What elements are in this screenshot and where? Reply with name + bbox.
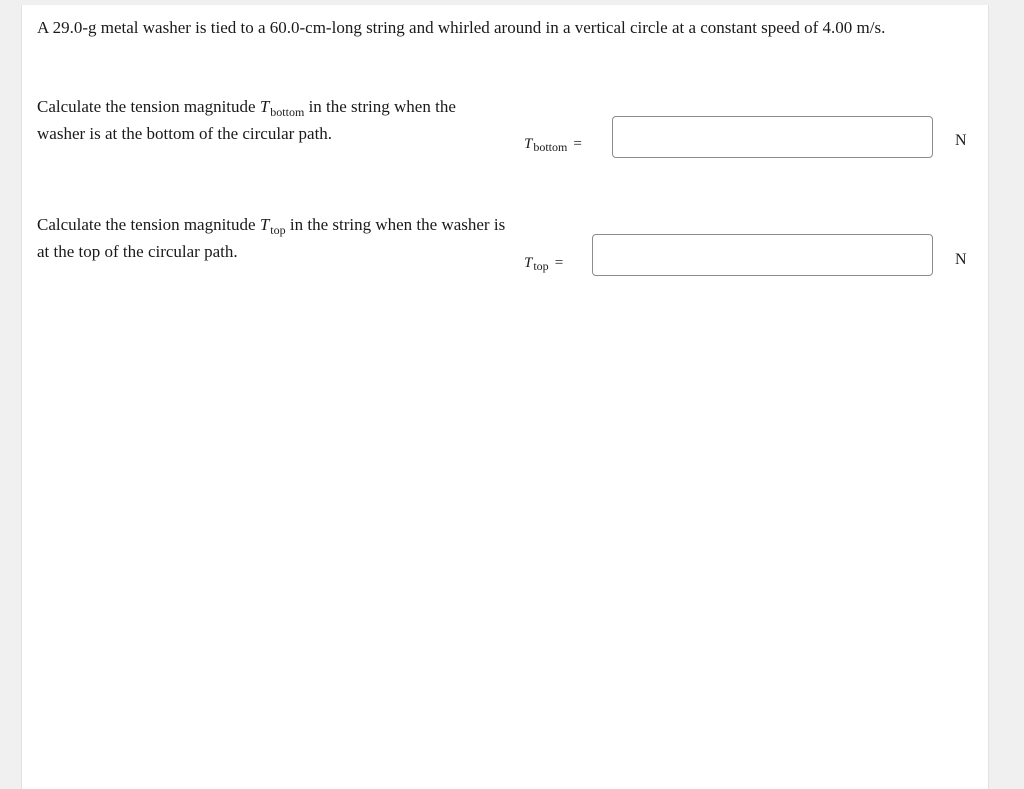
problem-statement: A 29.0-g metal washer is tied to a 60.0-cm-long string and whirled around in a vertical circle at a constant speed of 4.00 m/s.: [37, 18, 886, 37]
question-prefix: Calculate the tension magnitude: [37, 215, 260, 234]
question-bottom-text: [37, 94, 507, 147]
question-card: [21, 5, 989, 789]
tension-symbol: $T_{top}$: [259, 215, 286, 237]
t-bottom-label: [524, 134, 582, 154]
t-top-unit: N: [955, 251, 967, 268]
t-bottom-answer-input[interactable]: [612, 116, 933, 158]
equals-sign: =: [573, 136, 582, 152]
t-top-symbol: $T_{top}$: [524, 255, 549, 273]
t-top-answer-input[interactable]: [592, 234, 933, 276]
question-prefix: Calculate the tension magnitude: [37, 97, 260, 116]
tension-subscript: top: [270, 223, 286, 237]
equals-sign: =: [554, 255, 564, 271]
question-suffix: in the string when the washer is at the top of the circular path.: [37, 215, 506, 261]
tension-symbol: $T_{bottom}$: [259, 97, 305, 119]
question-suffix: in the string when the washer is at the bottom of the circular path.: [37, 97, 456, 143]
t-top-label: [524, 253, 563, 273]
t-bottom-unit: N: [955, 132, 967, 149]
question-top-text: [37, 212, 507, 265]
t-bottom-symbol: $T_{bottom}$: [524, 136, 568, 154]
tension-subscript: bottom: [270, 105, 305, 119]
